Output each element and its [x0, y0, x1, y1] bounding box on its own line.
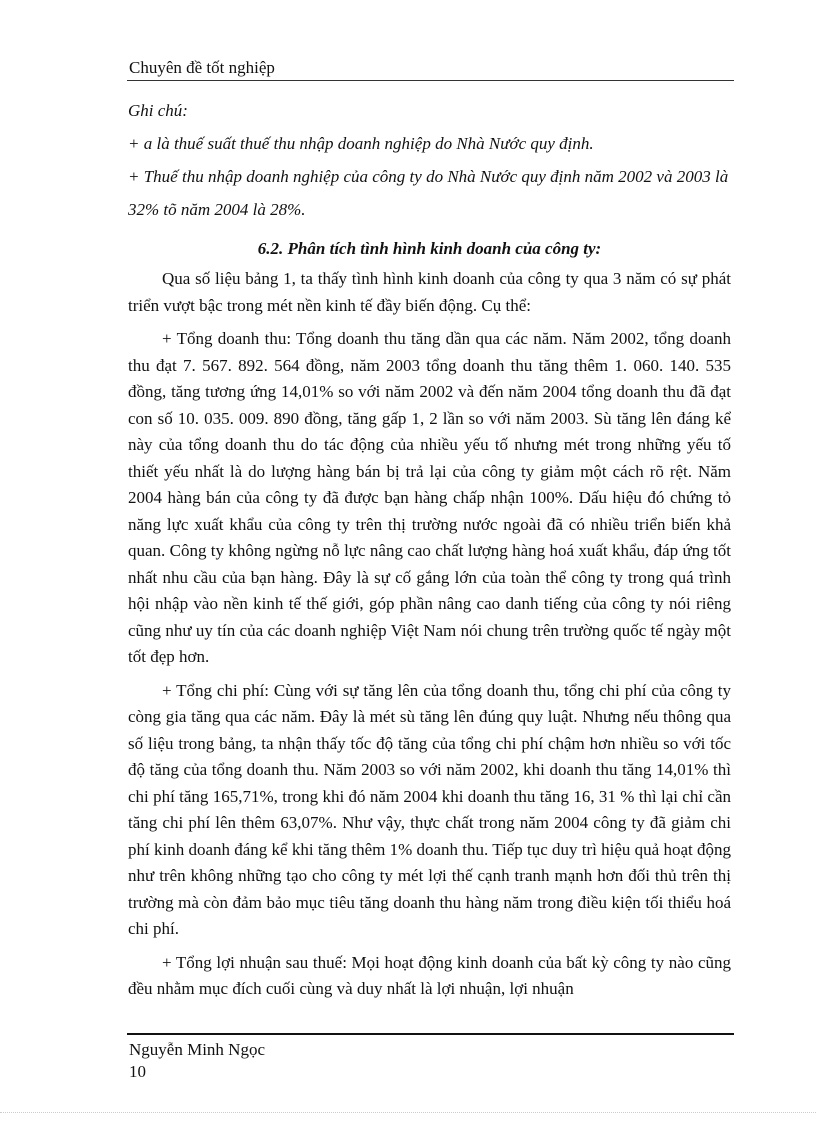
header-title: Chuyên đề tốt nghiệp [129, 58, 275, 77]
paragraph-revenue: + Tổng doanh thu: Tổng doanh thu tăng dần qua các năm. Năm 2002, tổng doanh thu đạt 7. 567. 892. 564 đồng, năm 2003 tổng doanh thu tăng thêm 1. 060. 140. 535 đồng, tăng tương ứng 14,01% so với năm 2002 và đến năm 2004 tổng doanh thu đã đạt con số 10. 035. 009. 890 đồng, tăng gấp 1, 2 lần so với năm 2003. Sù tăng lên đáng kể này của tổng doanh thu do tác động của nhiều yếu tố nhưng mét trong những yếu tố thiết yếu nhất là do lượng hàng bán bị trả lại của công ty giảm một cách rõ rệt. Năm 2004 hàng bán của công ty đã được bạn hàng chấp nhận 100%. Dấu hiệu đó chứng tỏ năng lực xuất khẩu của công ty trên thị trường nước ngoài đã có nhiều triển biến khả quan. Công ty không ngừng nỗ lực nâng cao chất lượng hàng hoá xuất khẩu, đáp ứng tốt nhất nhu cầu của bạn hàng. Đây là sự cố gắng lớn của toàn thể công ty trong quá trình hội nhập vào nền kinh tế thế giới, góp phần nâng cao danh tiếng của công ty nói riêng cũng như uy tín của các doanh nghiệp Việt Nam nói chung trên trường quốc tế ngày một tốt đẹp hơn. [128, 329, 731, 666]
page-body [128, 94, 731, 1010]
note-block [128, 94, 731, 226]
page-edge-divider [0, 1112, 816, 1113]
note-line-2: + Thuế thu nhập doanh nghiệp của công ty do Nhà Nước quy định năm 2002 và 2003 là 32% tõ năm 2004 là 28%. [128, 167, 729, 219]
paragraph-costs: + Tổng chi phí: Cùng với sự tăng lên của tổng doanh thu, tổng chi phí của công ty còng gia tăng qua các năm. Đây là mét sù tăng lên đúng quy luật. Nhưng nếu thông qua số liệu trong bảng, ta nhận thấy tốc độ tăng của tổng chi phí chậm hơn nhiều so với tốc độ tăng của tổng doanh thu. Năm 2003 so với năm 2002, khi doanh thu tăng 14,01% thì chi phí tăng 165,71%, trong khi đó năm 2004 khi doanh thu tăng 16, 31 % thì lại chỉ cần tăng chi phí lên thêm 63,07%. Như vậy, thực chất trong năm 2004 công ty đã giảm chi phí kinh doanh đáng kể khi tăng thêm 1% doanh thu. Tiếp tục duy trì hiệu quả hoạt động như trên không những tạo cho công ty mét lợi thế cạnh tranh mạnh hơn đối thủ trên thị trường mà còn đảm bảo mục tiêu tăng doanh thu hàng năm trong điều kiện tối thiểu hoá chi phí. [128, 680, 731, 938]
footer-author: Nguyễn Minh Ngọc [129, 1040, 265, 1059]
page-number: 10 [129, 1062, 146, 1081]
section-heading: 6.2. Phân tích tình hình kinh doanh của công ty: [257, 239, 602, 258]
note-label: Ghi chú: [128, 101, 188, 120]
paragraph-intro: Qua số liệu bảng 1, ta thấy tình hình kinh doanh của công ty qua 3 năm có sự phát triển vượt bậc trong mét nền kinh tế đầy biến động. Cụ thể: [128, 269, 731, 315]
footer-divider [127, 1033, 734, 1035]
header-divider [127, 80, 734, 81]
note-line-1: + a là thuế suất thuế thu nhập doanh nghiệp do Nhà Nước quy định. [128, 134, 594, 153]
paragraph-profit: + Tổng lợi nhuận sau thuế: Mọi hoạt động kinh doanh của bất kỳ công ty nào cũng đều nhằm mục đích cuối cùng và duy nhất là lợi nhuận, lợi nhuận [128, 952, 731, 998]
